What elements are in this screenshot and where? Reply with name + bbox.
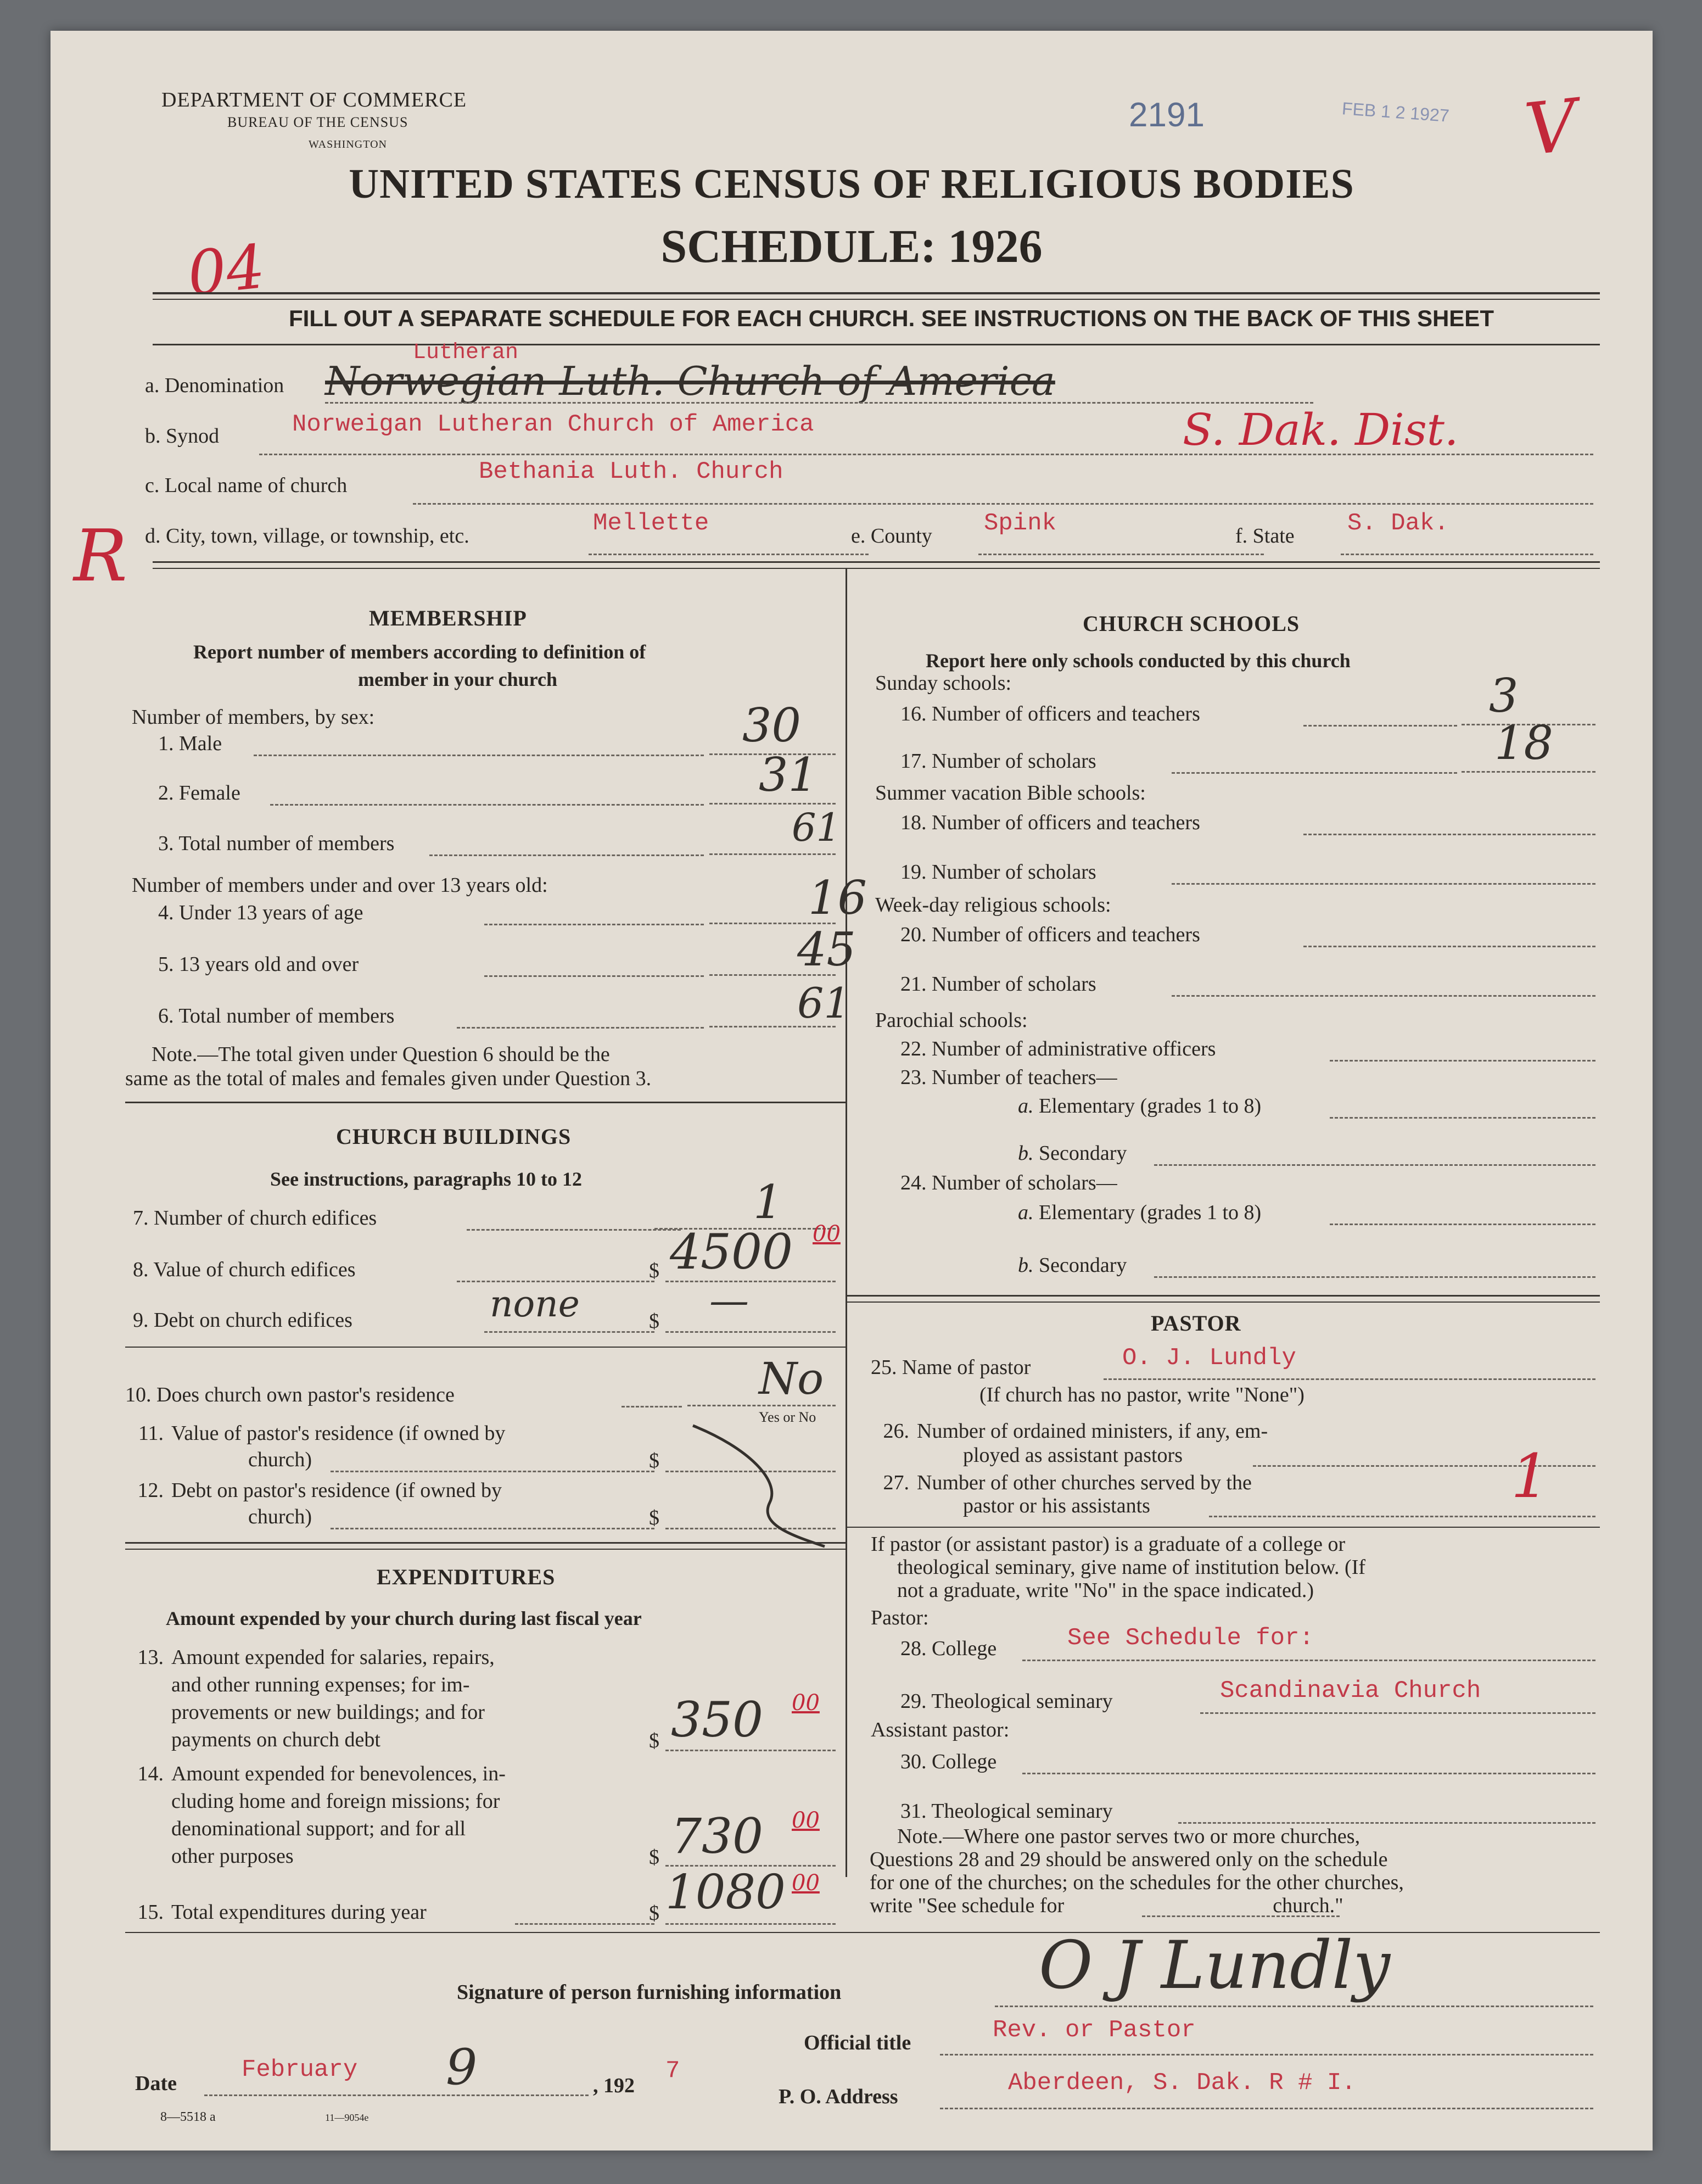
signature-label: Signature of person furnishing information xyxy=(457,1981,842,2004)
q11-value-residence-label: 11. Value of pastor's residence (if owned by xyxy=(138,1422,506,1445)
q26-label: 26. Number of ordained ministers, if any, em- xyxy=(883,1420,1268,1443)
q11-church-label: church) xyxy=(248,1448,312,1471)
denomination-value: Norwegian Luth. Church of America xyxy=(325,358,1055,404)
fill-line xyxy=(1022,1660,1595,1661)
rule xyxy=(153,299,1600,300)
membership-note-2: same as the total of males and females given under Question 3. xyxy=(125,1067,652,1090)
department-name: DEPARTMENT OF COMMERCE xyxy=(161,88,467,111)
q14-benevolences-line-3: denominational support; and for all xyxy=(171,1817,466,1840)
q15-total-value: 1080 xyxy=(665,1865,786,1920)
answer-line xyxy=(665,1281,836,1282)
q14-benevolences-label: 14. Amount expended for benevolences, in- xyxy=(137,1762,506,1785)
fill-line xyxy=(940,2108,1593,2109)
fill-line xyxy=(484,1331,654,1333)
check-mark: V xyxy=(1521,83,1581,172)
answer-line xyxy=(709,974,836,976)
fill-line xyxy=(1154,1164,1595,1166)
q2-female-label: 2. Female xyxy=(158,781,240,805)
signature-line xyxy=(995,2006,1593,2007)
q4-under-13-label: 4. Under 13 years of age xyxy=(158,901,363,924)
q26-label-line-2: ployed as assistant pastors xyxy=(963,1444,1183,1467)
q14-benevolences-value: 730 xyxy=(671,1808,763,1864)
fill-line xyxy=(270,804,704,806)
q15-total-label: 15. Total expenditures during year xyxy=(137,1901,427,1924)
q13-expenses-label: 13. Amount expended for salaries, repairs, xyxy=(137,1646,495,1669)
q31-seminary-label: 31. Theological seminary xyxy=(900,1800,1113,1823)
q2-female-value: 31 xyxy=(759,748,818,802)
column-divider xyxy=(846,569,847,1877)
signature-value: O J Lundly xyxy=(1039,1928,1391,2004)
form-title: UNITED STATES CENSUS OF RELIGIOUS BODIES xyxy=(349,161,1354,207)
q23-label: 23. Number of teachers— xyxy=(900,1066,1117,1089)
fill-line xyxy=(589,554,869,555)
q17-label: 17. Number of scholars xyxy=(900,750,1096,773)
q30-college-label: 30. College xyxy=(900,1750,997,1773)
dollar-sign: $ xyxy=(649,1902,659,1925)
graduate-instruction-3: not a graduate, write "No" in the space indicated.) xyxy=(897,1579,1314,1602)
local-church-name-value: Bethania Luth. Church xyxy=(479,458,783,485)
dollar-sign: $ xyxy=(649,1449,659,1472)
fill-line xyxy=(1172,883,1595,885)
official-title-label: Official title xyxy=(804,2031,911,2054)
dollar-sign: $ xyxy=(649,1506,659,1529)
po-address-value: Aberdeen, S. Dak. R # I. xyxy=(1008,2069,1356,2097)
fill-line xyxy=(1303,725,1457,727)
po-address-label: P. O. Address xyxy=(779,2085,898,2108)
q24b-label: b. Secondary xyxy=(1018,1254,1127,1277)
graduate-instruction-1: If pastor (or assistant pastor) is a graduate of a college or xyxy=(871,1533,1346,1556)
q12-debt-residence-label: 12. Debt on pastor's residence (if owned by xyxy=(137,1479,502,1502)
fill-line xyxy=(1303,834,1595,835)
q13-cents-mark: 00 xyxy=(792,1690,820,1716)
handwritten-code-04: 04 xyxy=(184,231,268,309)
q6-total-label: 6. Total number of members xyxy=(158,1004,395,1027)
q13-expenses-line-3: provements or new buildings; and for xyxy=(171,1701,485,1724)
q8-cents-mark: 00 xyxy=(813,1221,841,1247)
local-church-name-label: c. Local name of church xyxy=(145,474,348,497)
fill-line xyxy=(429,854,704,856)
q27-label: 27. Number of other churches served by the xyxy=(883,1471,1252,1494)
q5-13-and-over-value: 45 xyxy=(797,923,856,976)
buildings-instruction: See instructions, paragraphs 10 to 12 xyxy=(270,1168,583,1190)
handwritten-code-r: R xyxy=(74,514,127,597)
answer-line xyxy=(709,803,836,805)
q14-benevolences-line-2: cluding home and foreign missions; for xyxy=(171,1790,500,1813)
q1-male-value: 30 xyxy=(742,699,801,752)
q10-residence-label: 10. Does church own pastor's residence xyxy=(125,1383,455,1406)
q28-college-value: See Schedule for: xyxy=(1067,1624,1314,1652)
q25-pastor-name-label: 25. Name of pastor xyxy=(871,1356,1031,1379)
fill-line xyxy=(204,2094,589,2096)
fill-line xyxy=(1341,554,1593,555)
members-by-sex-label: Number of members, by sex: xyxy=(132,706,375,729)
fill-line xyxy=(413,503,1593,505)
q9-debt-value: none xyxy=(490,1283,580,1325)
schools-instruction: Report here only schools conducted by this church xyxy=(926,650,1351,672)
instruction-banner: FILL OUT A SEPARATE SCHEDULE FOR EACH CHURCH. SEE INSTRUCTIONS ON THE BACK OF THIS SHEET xyxy=(289,305,1494,331)
members-by-age-label: Number of members under and over 13 years old: xyxy=(132,874,548,897)
answer-line xyxy=(665,1331,836,1333)
q1-male-label: 1. Male xyxy=(158,732,222,755)
fill-line xyxy=(1330,1060,1595,1062)
q25-hint: (If church has no pastor, write "None") xyxy=(979,1383,1305,1406)
q10-residence-value: No xyxy=(759,1353,824,1404)
q5-13-and-over-label: 5. 13 years old and over xyxy=(158,953,359,976)
q25-pastor-name-value: O. J. Lundly xyxy=(1122,1344,1296,1372)
date-day-value: 9 xyxy=(446,2038,478,2096)
q4-under-13-value: 16 xyxy=(808,871,867,925)
print-number: 11—9054e xyxy=(325,2112,369,2123)
date-year-digit: 7 xyxy=(665,2057,680,2085)
q28-college-label: 28. College xyxy=(900,1637,997,1660)
dollar-sign: $ xyxy=(649,1846,659,1869)
pastor-note-4: write "See schedule for church." xyxy=(870,1894,1343,1917)
fill-line xyxy=(978,554,1264,555)
denomination-label: a. Denomination xyxy=(145,374,284,397)
dash-through-mark xyxy=(682,1415,847,1557)
fill-line xyxy=(1172,772,1457,774)
synod-district-handwritten: S. Dak. Dist. xyxy=(1183,404,1459,455)
summer-schools-label: Summer vacation Bible schools: xyxy=(875,781,1146,805)
fill-line xyxy=(515,1923,654,1925)
date-label: Date xyxy=(135,2072,177,2095)
city-value: Mellette xyxy=(593,510,709,537)
assistant-pastor-label: Assistant pastor: xyxy=(871,1718,1010,1741)
rule xyxy=(153,568,1600,569)
q17-value: 18 xyxy=(1494,716,1553,770)
fill-line xyxy=(331,1471,654,1472)
q29-seminary-value: Scandinavia Church xyxy=(1220,1677,1481,1705)
state-label: f. State xyxy=(1235,524,1295,548)
fill-line xyxy=(1330,1117,1595,1119)
q3-total-value: 61 xyxy=(792,805,841,850)
fill-line xyxy=(1022,1773,1595,1774)
city-label: d. City, town, village, or township, etc. xyxy=(145,524,469,548)
q9-debt-label: 9. Debt on church edifices xyxy=(133,1309,352,1332)
q13-expenses-line-4: payments on church debt xyxy=(171,1728,380,1751)
q8-value-label: 8. Value of church edifices xyxy=(133,1258,356,1281)
form-number: 8—5518 a xyxy=(160,2110,216,2124)
answer-line xyxy=(665,1750,836,1751)
weekday-schools-label: Week-day religious schools: xyxy=(875,893,1111,917)
denomination-typed-correction: Lutheran xyxy=(413,340,519,365)
answer-line xyxy=(709,853,836,855)
synod-label: b. Synod xyxy=(145,424,220,448)
official-title-value: Rev. or Pastor xyxy=(993,2017,1196,2044)
fill-line xyxy=(622,1406,682,1407)
q12-church-label: church) xyxy=(248,1505,312,1528)
pastor-subsection-label: Pastor: xyxy=(871,1606,929,1629)
membership-heading: MEMBERSHIP xyxy=(369,606,527,630)
answer-line xyxy=(687,1405,836,1406)
dollar-sign: $ xyxy=(649,1259,659,1282)
q7-edifices-label: 7. Number of church edifices xyxy=(133,1206,377,1230)
filing-stamp-number: 2191 xyxy=(1129,96,1205,134)
fill-line xyxy=(1209,1516,1595,1517)
q14-cents-mark: 00 xyxy=(792,1808,820,1833)
church-schools-heading: CHURCH SCHOOLS xyxy=(1083,611,1300,636)
bureau-name: BUREAU OF THE CENSUS xyxy=(227,114,408,130)
fill-line xyxy=(1104,1378,1595,1380)
q9-debt-amount: — xyxy=(709,1277,749,1323)
q14-benevolences-line-4: other purposes xyxy=(171,1845,294,1868)
q21-label: 21. Number of scholars xyxy=(900,973,1096,996)
dollar-sign: $ xyxy=(649,1310,659,1333)
fill-line xyxy=(254,755,704,756)
city-name: WASHINGTON xyxy=(309,138,387,150)
q22-label: 22. Number of administrative officers xyxy=(900,1037,1216,1060)
state-value: S. Dak. xyxy=(1347,510,1449,537)
census-schedule-sheet xyxy=(51,31,1653,2151)
dollar-sign: $ xyxy=(649,1729,659,1752)
synod-value: Norweigan Lutheran Church of America xyxy=(292,411,814,438)
q7-edifices-value: 1 xyxy=(753,1175,783,1229)
fill-line xyxy=(259,454,1593,455)
pastor-note-1: Note.—Where one pastor serves two or more churches, xyxy=(897,1825,1361,1848)
fill-line xyxy=(1142,1915,1340,1917)
parochial-schools-label: Parochial schools: xyxy=(875,1009,1028,1032)
fill-line xyxy=(325,402,1313,404)
sunday-schools-label: Sunday schools: xyxy=(875,672,1012,695)
county-value: Spink xyxy=(984,510,1057,537)
fill-line xyxy=(457,1281,654,1282)
date-year-prefix: , 192 xyxy=(593,2074,635,2097)
fill-line xyxy=(1172,995,1595,997)
pastor-heading: PASTOR xyxy=(1151,1311,1241,1336)
rule xyxy=(846,1302,1600,1303)
rule xyxy=(846,1527,1600,1528)
q20-label: 20. Number of officers and teachers xyxy=(900,923,1200,946)
q15-cents-mark: 00 xyxy=(792,1870,820,1896)
fill-line xyxy=(1200,1712,1595,1714)
answer-line xyxy=(709,1026,836,1027)
q18-label: 18. Number of officers and teachers xyxy=(900,811,1200,834)
rule xyxy=(125,1542,846,1544)
fill-line xyxy=(1303,946,1595,947)
fill-line xyxy=(940,2054,1593,2055)
rule xyxy=(125,1347,846,1348)
expenditures-instruction: Amount expended by your church during last fiscal year xyxy=(166,1607,642,1629)
q13-expenses-line-2: and other running expenses; for im- xyxy=(171,1673,470,1696)
q16-label: 16. Number of officers and teachers xyxy=(900,702,1200,725)
fill-line xyxy=(457,1027,704,1029)
q13-expenses-value: 350 xyxy=(671,1691,763,1748)
q8-value-amount: 4500 xyxy=(670,1224,793,1280)
fill-line xyxy=(1330,1224,1595,1225)
membership-note-1: Note.—The total given under Question 6 should be the xyxy=(152,1043,610,1066)
graduate-instruction-2: theological seminary, give name of institution below. (If xyxy=(897,1556,1366,1579)
expenditures-heading: EXPENDITURES xyxy=(377,1565,556,1589)
membership-instruction-2: member in your church xyxy=(358,668,558,690)
rule xyxy=(125,1102,846,1103)
q27-label-line-2: pastor or his assistants xyxy=(963,1494,1150,1517)
rule xyxy=(153,292,1600,294)
answer-line xyxy=(665,1923,836,1925)
q19-label: 19. Number of scholars xyxy=(900,861,1096,884)
county-label: e. County xyxy=(851,524,932,548)
fill-line xyxy=(1178,1822,1595,1824)
pastor-note-2: Questions 28 and 29 should be answered only on the schedule xyxy=(870,1848,1388,1871)
yes-or-no-hint: Yes or No xyxy=(759,1409,816,1425)
q3-total-label: 3. Total number of members xyxy=(158,832,395,855)
rule xyxy=(846,1295,1600,1297)
q16-value: 3 xyxy=(1489,669,1519,723)
q6-total-value: 61 xyxy=(797,979,850,1027)
q27-value: 1 xyxy=(1511,1441,1549,1511)
fill-line xyxy=(484,975,704,977)
fill-line xyxy=(331,1528,654,1529)
membership-instruction-1: Report number of members according to definition of xyxy=(193,641,646,663)
q23b-label: b. Secondary xyxy=(1018,1142,1127,1165)
rule xyxy=(153,344,1600,345)
rule xyxy=(153,561,1600,563)
schedule-year: SCHEDULE: 1926 xyxy=(660,220,1043,272)
q24a-label: a. Elementary (grades 1 to 8) xyxy=(1018,1201,1262,1224)
pastor-note-3: for one of the churches; on the schedules for the other churches, xyxy=(870,1871,1404,1894)
received-date-stamp: FEB 1 2 1927 xyxy=(1341,98,1450,126)
rule xyxy=(125,1549,846,1550)
fill-line xyxy=(484,924,704,925)
fill-line xyxy=(1154,1276,1595,1278)
answer-line xyxy=(1462,771,1595,773)
fill-line xyxy=(467,1229,681,1231)
q23a-label: a. Elementary (grades 1 to 8) xyxy=(1018,1094,1262,1118)
date-month-value: February xyxy=(242,2056,358,2084)
church-buildings-heading: CHURCH BUILDINGS xyxy=(336,1124,572,1149)
q24-label: 24. Number of scholars— xyxy=(900,1171,1117,1194)
q29-seminary-label: 29. Theological seminary xyxy=(900,1690,1113,1713)
